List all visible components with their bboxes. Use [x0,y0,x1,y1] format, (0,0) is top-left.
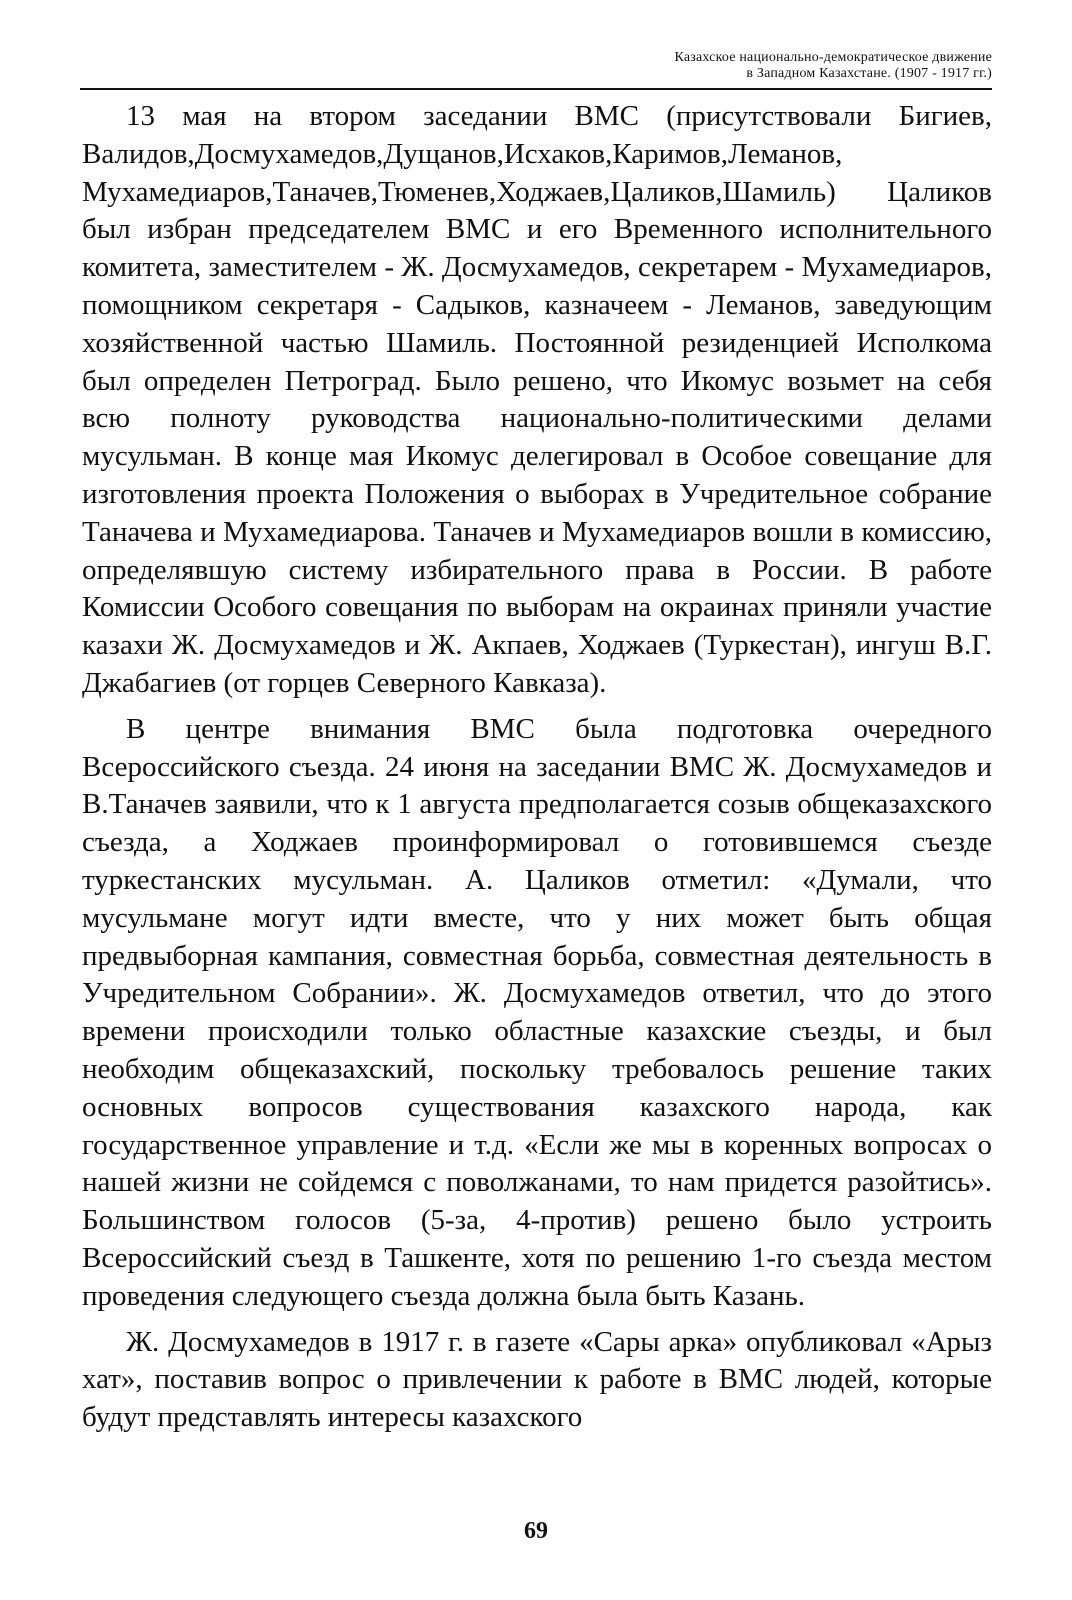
paragraph-3: Ж. Досмухамедов в 1917 г. в газете «Сары арка» опубликовал «Арыз хат», поставив вопрос о привлечении к работе в ВМС людей, которые будут представлять интересы казахского [82,1325,992,1434]
paragraph-2: В центре внимания ВМС была подготовка очередного Всероссийского съезда. 24 июня на заседании ВМС Ж. Досмухамедов и В.Таначев заявили, что к 1 августа предполагается созыв общеказахского съезда, а Ходжаев проинформировал о готовившемся съезде туркестанских мусульман. А. Цаликов отметил: «Думали, что мусульмане могут идти вместе, что у них может быть общая предвыборная кампания, совместная борьба, совместная деятельность в Учредительном Собрании». Ж. Досмухамедов ответил, что до этого времени происходили только областные казахские съезды, и был необходим общеказахский, поскольку требовалось решение таких основных вопросов существования казахского народа, как государственное управление и т.д. «Если же мы в коренных вопросах о нашей жизни не сойдемся с поволжанами, то нам придется разойтись». Большинством голосов (5-за, 4-против) решено было устроить Всероссийский съезд в Ташкенте, хотя по решению 1-го съезда местом проведения следующего съезда должна была быть Казань. [82,712,992,1312]
paragraph-1: 13 мая на втором заседании ВМС (присутствовали Бигиев, Валидов,Досмухамедов,Дущанов,Исхаков,Каримов,Леманов, Мухамедиаров,Таначев,Тюменев,Ходжаев,Цаликов,Шамиль) Цаликов был избран председателем ВМС и его Временного исполнительного комитета, заместителем - Ж. Досмухамедов, секретарем - Мухамедиаров, помощником секретаря - Садыков, казначеем - Леманов, заведующим хозяйственной частью Шамиль. Постоянной резиденцией Исполкома был определен Петроград. Было решено, что Икомус возьмет на себя всю полноту руководства национально-политическими делами мусульман. В конце мая Икомус делегировал в Особое совещание для изготовления проекта Положения о выборах в Учредительное собрание Таначева и Мухамедиарова. Таначев и Мухамедиаров вошли в комиссию, определявшую систему избирательного права в России. В работе Комиссии Особого совещания по выборам на окраинах приняли участие казахи Ж. Досмухамедов и Ж. Акпаев, Ходжаев (Туркестан), ингуш В.Г. Джабагиев (от горцев Северного Кавказа). [82,100,992,699]
running-header-line-2: в Западном Казахстане. (1907 - 1917 гг.) [746,66,992,81]
running-header-line-1: Казахское национально-демократическое движение [674,50,992,65]
page-body [82,98,992,1445]
running-header [80,50,992,90]
page-number: 69 [524,1518,548,1544]
